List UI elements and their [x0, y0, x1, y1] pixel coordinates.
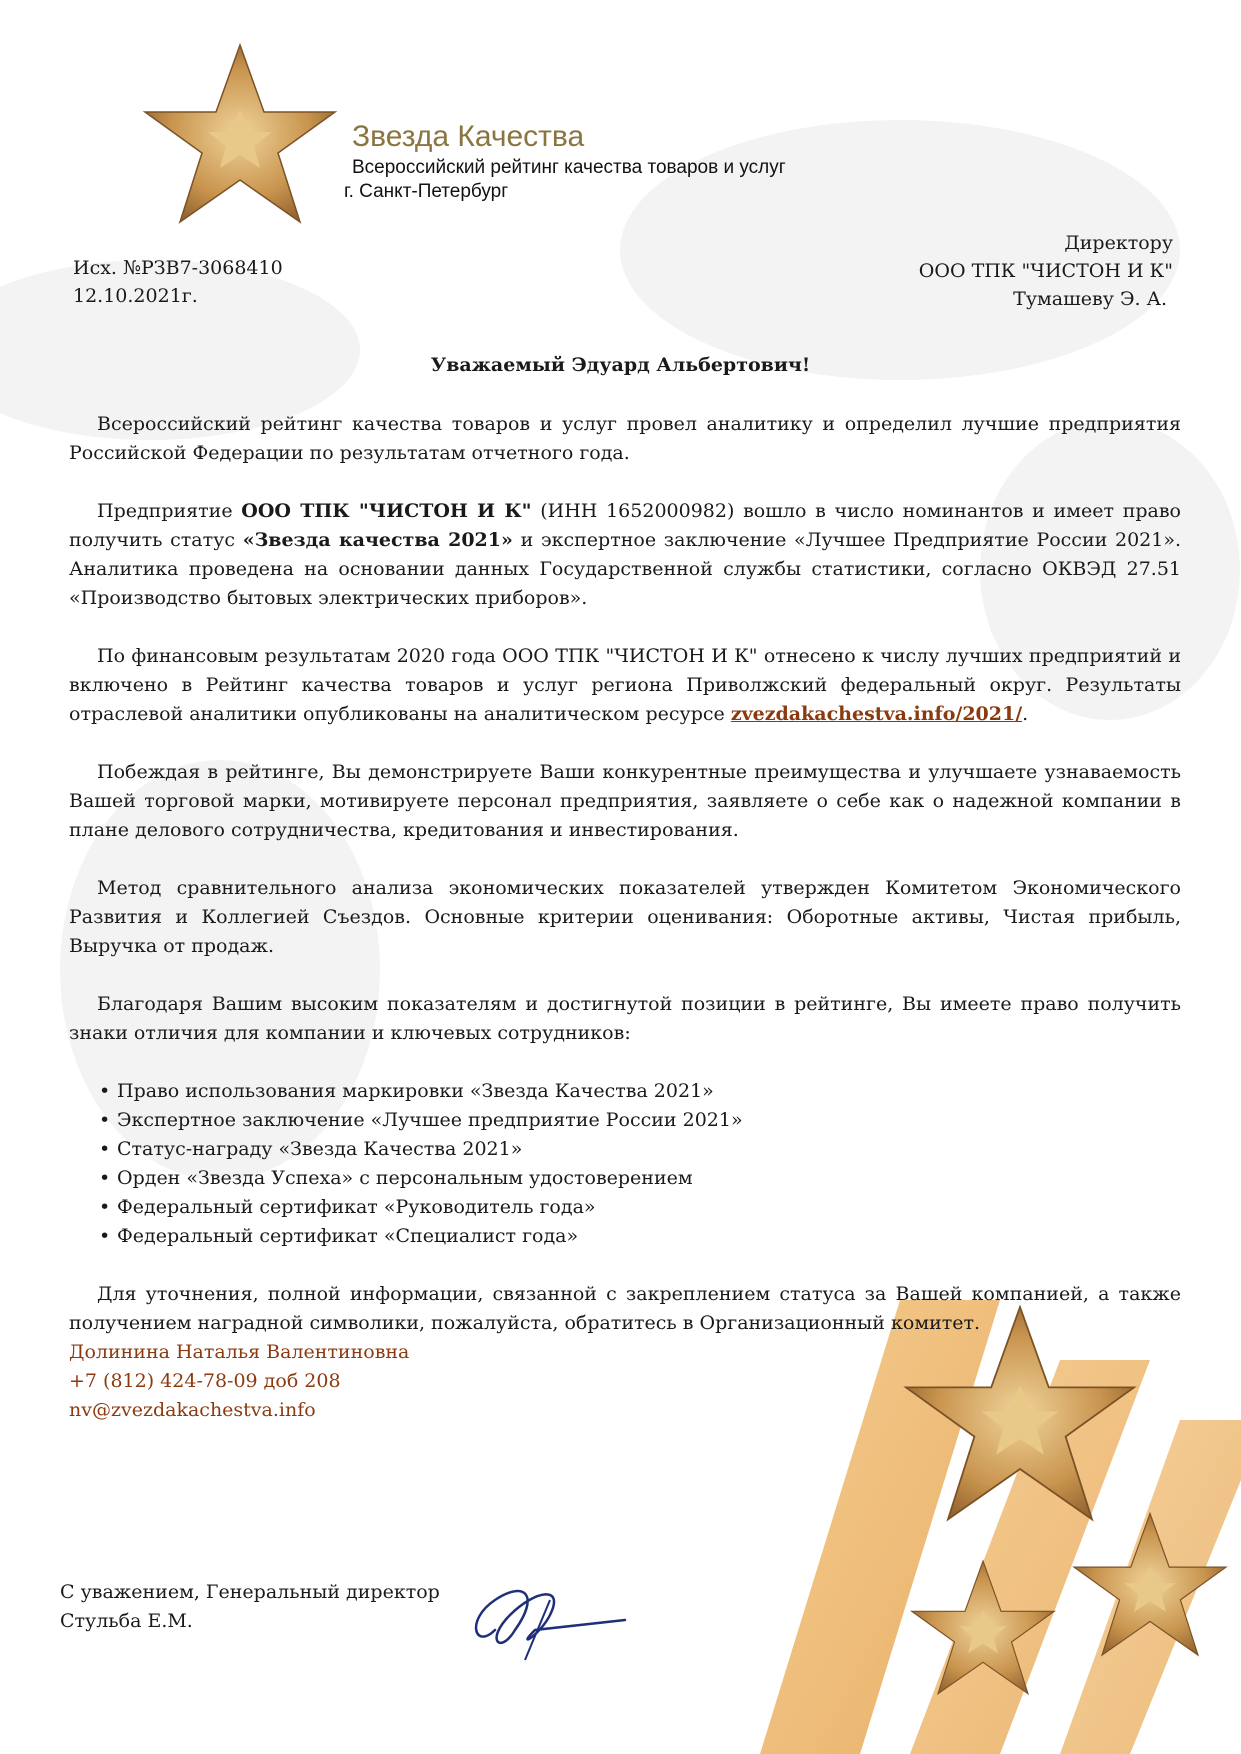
rating-link[interactable]: zvezdakachestva.info/2021/: [730, 703, 1023, 725]
signature-block: [60, 1578, 440, 1636]
contact-name: Долинина Наталья Валентиновна: [69, 1341, 410, 1363]
text-span: и экспертное заключение «Лучшее Предприятие России 2021». Аналитика проведена на основании данных Государственной службы статистики, согласно ОКВЭД 27.51 «Производство бытовых электрических приборов».: [69, 529, 1182, 609]
list-item: • Федеральный сертификат «Руководитель года»: [117, 1193, 1181, 1222]
addressee-position: Директору: [1064, 232, 1173, 254]
document-date: 12.10.2021г.: [73, 285, 198, 307]
decorative-star-icon: [1070, 1508, 1230, 1663]
brand-city: г. Санкт-Петербург: [344, 181, 509, 202]
paragraph-intro: Всероссийский рейтинг качества товаров и услуг провел аналитику и определил лучшие предприятия Российской Федерации по результатам отчетного года.: [69, 413, 1181, 464]
paragraph-benefits: Побеждая в рейтинге, Вы демонстрируете Ваши конкурентные преимущества и улучшаете узнаваемость Вашей торговой марки, мотивируете персонал предприятия, заявляете о себе как о надежной компании в плане делового сотрудничества, кредитования и инвестирования.: [69, 761, 1181, 841]
paragraph-awards-intro: Благодаря Вашим высоким показателям и достигнутой позиции в рейтинге, Вы имеете право получить знаки отличия для компании и ключевых сотрудников:: [69, 993, 1181, 1044]
list-item: • Право использования маркировки «Звезда Качества 2021»: [117, 1077, 1181, 1106]
contact-email[interactable]: nv@zvezdakachestva.info: [69, 1399, 316, 1421]
addressee-block: [773, 229, 1173, 313]
list-item: • Экспертное заключение «Лучшее предприятие России 2021»: [117, 1106, 1181, 1135]
decorative-star-icon: [908, 1556, 1058, 1701]
document-meta: [73, 254, 283, 310]
text-span: (ИНН 1652000982) вошло в число номинантов и имеет право получить статус: [69, 500, 1181, 551]
status-name: «Звезда качества 2021»: [242, 529, 513, 551]
signature-name: Стульба Е.М.: [60, 1610, 193, 1632]
letter-body: [69, 410, 1181, 1425]
star-logo-icon: [140, 40, 340, 230]
list-item: • Статус-награду «Звезда Качества 2021»: [117, 1135, 1181, 1164]
list-item: • Федеральный сертификат «Специалист года»: [117, 1222, 1181, 1251]
paragraph-method: Метод сравнительного анализа экономических показателей утвержден Комитетом Экономического Развития и Коллегией Съездов. Основные критерии оценивания: Оборотные активы, Чистая прибыль, Выручка от продаж.: [69, 877, 1181, 957]
awards-list: [69, 1077, 1181, 1251]
signature-image: [455, 1560, 635, 1670]
paragraph-results: [69, 642, 1181, 729]
addressee-name: Тумашеву Э. А.: [1013, 288, 1167, 310]
paragraph-contact-intro: Для уточнения, полной информации, связанной с закреплением статуса за Вашей компанией, а также получением наградной символики, пожалуйста, обратитесь в Организационный комитет.: [69, 1283, 1181, 1334]
signature-closing: С уважением, Генеральный директор: [60, 1581, 440, 1603]
brand-subtitle: Всероссийский рейтинг качества товаров и услуг: [352, 157, 786, 178]
decorative-star-icon: [900, 1300, 1140, 1530]
text-span: .: [1022, 703, 1029, 725]
text-span: Предприятие: [97, 500, 242, 522]
outgoing-number: Исх. №РЗВ7-3068410: [73, 257, 283, 279]
addressee-company: ООО ТПК "ЧИСТОН И К": [918, 260, 1173, 282]
greeting: Уважаемый Эдуард Альбертович!: [430, 354, 811, 376]
contact-phone[interactable]: +7 (812) 424-78-09 доб 208: [69, 1370, 341, 1392]
text-span: По финансовым результатам 2020 года ООО ТПК "ЧИСТОН И К" отнесено к числу лучших предприятий и включено в Рейтинг качества товаров и услуг региона Приволжский федеральный округ. Результаты отраслевой аналитики опубликованы на аналитическом ресурсе: [69, 645, 1181, 725]
company-name: ООО ТПК "ЧИСТОН И К": [241, 500, 532, 522]
list-item: • Орден «Звезда Успеха» с персональным удостоверением: [117, 1164, 1181, 1193]
brand-title: Звезда Качества: [352, 120, 585, 153]
paragraph-nomination: [69, 497, 1181, 613]
